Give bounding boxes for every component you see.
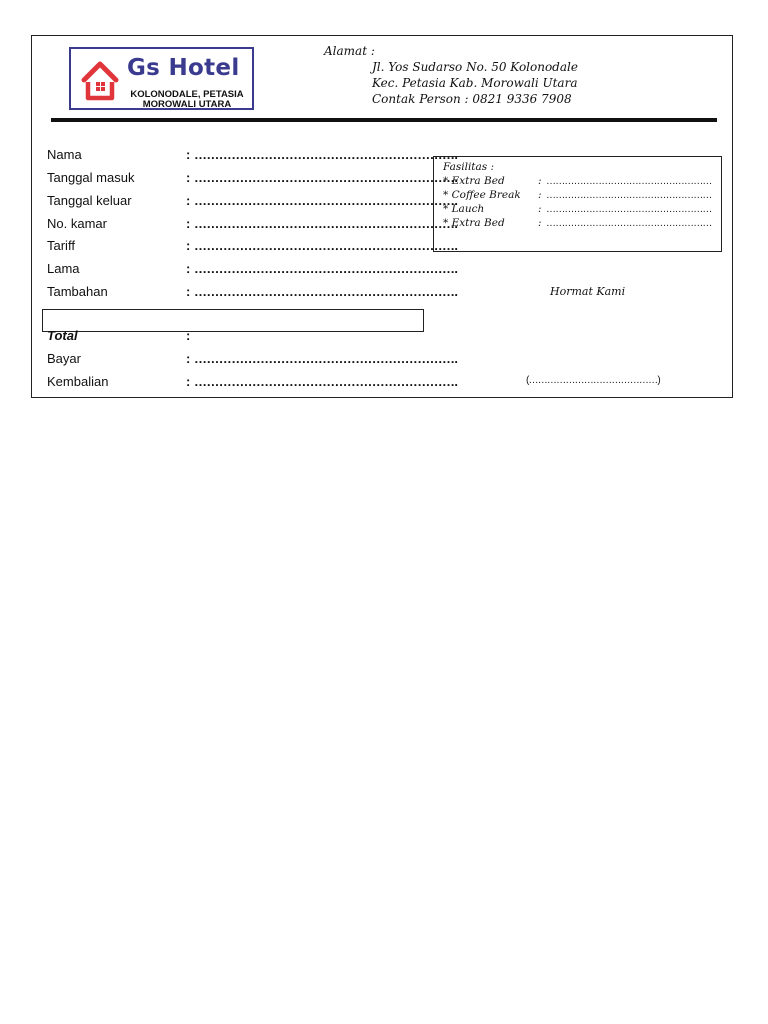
facility-colon: :: [538, 217, 542, 229]
facility-colon: :: [538, 175, 542, 187]
closing-greeting: Hormat Kami: [550, 285, 626, 298]
field-label: Kembalian: [47, 374, 109, 389]
address-district: Kec. Petasia Kab. Morowali Utara: [372, 76, 578, 90]
facility-blank[interactable]: ………………………………………………: [546, 218, 712, 229]
address-street: Jl. Yos Sudarso No. 50 Kolonodale: [372, 60, 578, 74]
field-label: Lama: [47, 261, 80, 276]
facility-blank[interactable]: ………………………………………………: [546, 176, 712, 187]
field-blank[interactable]: ……………………………………………………….: [194, 284, 458, 299]
field-label: Bayar: [47, 351, 81, 366]
facility-item-label: * Extra Bed: [443, 175, 505, 187]
field-blank[interactable]: ……………………………………………………….: [194, 216, 458, 231]
field-label: Tariff: [47, 238, 75, 253]
facilities-title: Fasilitas :: [443, 161, 495, 173]
field-blank[interactable]: ……………………………………………………….: [194, 193, 458, 208]
field-label: No. kamar: [47, 216, 107, 231]
hotel-location: KOLONODALE, PETASIA: [130, 89, 244, 100]
facility-blank[interactable]: ………………………………………………: [546, 190, 712, 201]
hotel-name: Gs Hotel: [127, 55, 240, 81]
address-label: Alamat :: [324, 44, 375, 58]
field-blank[interactable]: ……………………………………………………….: [194, 261, 458, 276]
hotel-region: MOROWALI UTARA: [142, 99, 232, 110]
hotel-logo: [69, 47, 254, 110]
total-label: Total: [47, 328, 78, 343]
field-colon: :: [186, 284, 191, 299]
signature-line[interactable]: (……………………………………): [526, 375, 660, 386]
field-blank[interactable]: ……………………………………………………….: [194, 238, 458, 253]
field-colon: :: [186, 170, 191, 185]
facility-colon: :: [538, 189, 542, 201]
house-icon: [75, 55, 125, 105]
facility-item-label: * Extra Bed: [443, 217, 505, 229]
facility-colon: :: [538, 203, 542, 215]
field-label: Tambahan: [47, 284, 108, 299]
field-label: Nama: [47, 147, 82, 162]
facility-blank[interactable]: ………………………………………………: [546, 204, 712, 215]
field-colon: :: [186, 261, 191, 276]
facility-item-label: * Lauch: [443, 203, 485, 215]
field-label: Tanggal masuk: [47, 170, 135, 185]
contact-person: Contak Person : 0821 9336 7908: [372, 92, 572, 106]
header-divider: [51, 118, 717, 122]
field-blank[interactable]: ……………………………………………………….: [194, 374, 458, 389]
field-blank[interactable]: ……………………………………………………….: [194, 147, 458, 162]
receipt-form: [31, 35, 733, 398]
field-colon: :: [186, 147, 191, 162]
field-blank[interactable]: ……………………………………………………….: [194, 170, 458, 185]
field-colon: :: [186, 216, 191, 231]
field-blank[interactable]: ……………………………………………………….: [194, 351, 458, 366]
field-colon: :: [186, 238, 191, 253]
total-colon: :: [186, 328, 191, 343]
total-input-box[interactable]: [42, 309, 424, 332]
field-label: Tanggal keluar: [47, 193, 132, 208]
field-colon: :: [186, 351, 191, 366]
field-colon: :: [186, 374, 191, 389]
field-colon: :: [186, 193, 191, 208]
facilities-box: [433, 156, 722, 252]
facility-item-label: * Coffee Break: [443, 189, 521, 201]
